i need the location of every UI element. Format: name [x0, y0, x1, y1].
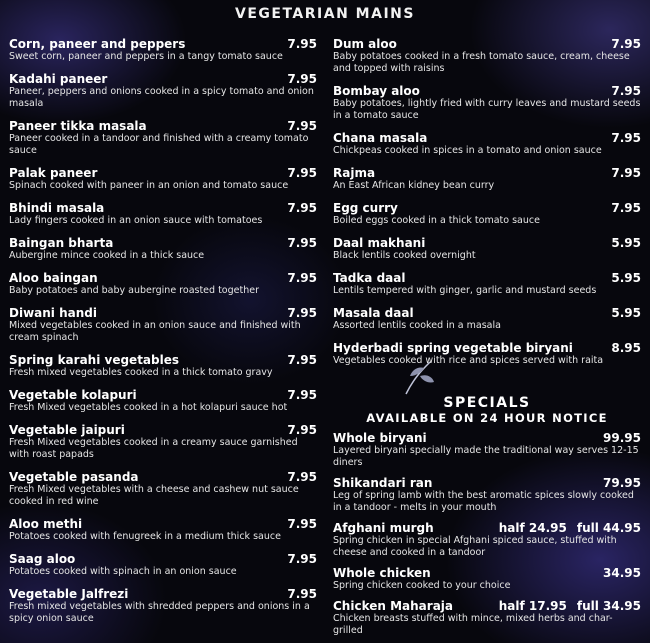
dish-name: Diwani handi: [9, 306, 97, 320]
dish-name: Masala daal: [333, 306, 414, 320]
dish-price: 7.95: [287, 388, 317, 402]
dish-name: Paneer tikka masala: [9, 119, 147, 133]
menu-item: [9, 119, 317, 157]
dish-price: 34.95: [603, 566, 641, 580]
dish-prices: [499, 599, 641, 613]
right-menu-column: [333, 37, 641, 637]
menu-item: [9, 587, 317, 625]
dish-description: Baby potatoes and baby aubergine roasted together: [9, 285, 259, 296]
dish-description: Baby potatoes cooked in a fresh tomato sauce, cream, cheese and topped with raisins: [333, 51, 630, 74]
dish-name: Vegetable pasanda: [9, 470, 139, 484]
specials-heading: [333, 395, 641, 425]
menu-item-header: [333, 201, 641, 215]
menu-item-header: [9, 72, 317, 86]
menu-item: [333, 166, 641, 192]
dish-price: 7.95: [287, 353, 317, 367]
specials-title: SPECIALS: [443, 395, 531, 411]
menu-item: [9, 306, 317, 344]
dish-name: Kadahi paneer: [9, 72, 108, 86]
menu-item: [9, 271, 317, 297]
dish-description: Spinach cooked with paneer in an onion and tomato sauce: [9, 180, 289, 191]
dish-description: Lentils tempered with ginger, garlic and mustard seeds: [333, 285, 597, 296]
dish-price: 7.95: [611, 166, 641, 180]
dish-price: 7.95: [287, 587, 317, 601]
menu-item-header: [9, 517, 317, 531]
dish-price: 7.95: [287, 470, 317, 484]
dish-description: Chickpeas cooked in spices in a tomato and onion sauce: [333, 145, 602, 156]
section-title-vegetarian-mains: VEGETARIAN MAINS: [235, 6, 415, 22]
menu-item: [333, 306, 641, 332]
dish-price: 7.95: [287, 236, 317, 250]
dish-description: Sweet corn, paneer and peppers in a tangy tomato sauce: [9, 51, 283, 62]
menu-item: [333, 131, 641, 157]
menu-item: [333, 236, 641, 262]
dish-price-full: full 34.95: [576, 599, 641, 613]
dish-description: Spring chicken in special Afghani spiced sauce, stuffed with cheese and cooked in a tandoor: [333, 535, 617, 558]
menu-item: [9, 517, 317, 543]
menu-item-header: [333, 166, 641, 180]
menu-item: [333, 271, 641, 297]
dish-description: Leg of spring lamb with the best aromatic spices slowly cooked in a tandoor - melts in your mouth: [333, 490, 634, 513]
dish-price: 7.95: [611, 201, 641, 215]
dish-name: Aloo baingan: [9, 271, 98, 285]
menu-item: [9, 423, 317, 461]
dish-name: Afghani murgh: [333, 521, 434, 535]
menu-item-header: [9, 353, 317, 367]
special-item: [333, 431, 641, 469]
dish-description: Boiled eggs cooked in a thick tomato sauce: [333, 215, 540, 226]
dish-description: Fresh Mixed vegetables with a cheese and cashew nut sauce cooked in red wine: [9, 484, 299, 507]
dish-description: Aubergine mince cooked in a thick sauce: [9, 250, 205, 261]
menu-item: [9, 552, 317, 578]
dish-description: Vegetables cooked with rice and spices served with raita: [333, 355, 604, 366]
dish-prices: [499, 521, 641, 535]
dish-price: 7.95: [287, 306, 317, 320]
dish-name: Hyderbadi spring vegetable biryani: [333, 341, 573, 355]
menu-item-header: [333, 37, 641, 51]
dish-description: Mixed vegetables cooked in an onion sauce and finished with cream spinach: [9, 320, 301, 343]
special-item: [333, 476, 641, 514]
dish-price: 99.95: [603, 431, 641, 445]
menu-item-header: [333, 599, 641, 613]
menu-item-header: [9, 306, 317, 320]
dish-price: 5.95: [611, 236, 641, 250]
dish-name: Shikandari ran: [333, 476, 433, 490]
dish-description: Chicken breasts stuffed with mince, mixed herbs and char-grilled: [333, 613, 613, 636]
menu-item: [9, 236, 317, 262]
dish-price: 8.95: [611, 341, 641, 355]
dish-description: An East African kidney bean curry: [333, 180, 495, 191]
special-item: [333, 566, 641, 592]
dish-description: Fresh mixed vegetables cooked in a thick tomato gravy: [9, 367, 273, 378]
dish-price: 7.95: [287, 72, 317, 86]
dish-name: Bhindi masala: [9, 201, 105, 215]
dish-name: Palak paneer: [9, 166, 98, 180]
dish-price-half: half 17.95: [498, 599, 567, 613]
left-menu-column: [9, 37, 317, 625]
dish-price: 7.95: [287, 119, 317, 133]
menu-item-header: [9, 423, 317, 437]
menu-item-header: [333, 431, 641, 445]
menu-item-header: [9, 166, 317, 180]
menu-item: [333, 84, 641, 122]
menu-item-header: [9, 236, 317, 250]
dish-description: Spring chicken cooked to your choice: [333, 580, 511, 591]
menu-item-header: [333, 476, 641, 490]
menu-item-header: [333, 521, 641, 535]
dish-name: Baingan bharta: [9, 236, 114, 250]
dish-name: Bombay aloo: [333, 84, 420, 98]
menu-item: [9, 470, 317, 508]
specials-subtitle: AVAILABLE ON 24 HOUR NOTICE: [366, 411, 608, 425]
menu-item-header: [333, 236, 641, 250]
dish-price: 7.95: [287, 423, 317, 437]
dish-name: Aloo methi: [9, 517, 83, 531]
dish-name: Chicken Maharaja: [333, 599, 453, 613]
dish-description: Lady fingers cooked in an onion sauce with tomatoes: [9, 215, 263, 226]
dish-name: Rajma: [333, 166, 376, 180]
menu-item: [333, 37, 641, 75]
dish-name: Whole chicken: [333, 566, 431, 580]
menu-item-header: [333, 84, 641, 98]
dish-name: Vegetable jaipuri: [9, 423, 125, 437]
dish-price: 7.95: [611, 131, 641, 145]
dish-price: 7.95: [287, 517, 317, 531]
dish-price: 7.95: [287, 201, 317, 215]
dish-description: Fresh Mixed vegetables cooked in a hot kolapuri sauce hot: [9, 402, 288, 413]
dish-description: Paneer cooked in a tandoor and finished with a creamy tomato sauce: [9, 133, 309, 156]
leaf-ornament-icon: [400, 360, 440, 396]
dish-name: Dum aloo: [333, 37, 397, 51]
menu-item-header: [333, 131, 641, 145]
menu-item-header: [333, 341, 641, 355]
menu-item-header: [9, 271, 317, 285]
dish-name: Whole biryani: [333, 431, 427, 445]
menu-item-header: [333, 566, 641, 580]
dish-name: Vegetable kolapuri: [9, 388, 137, 402]
menu-item-header: [9, 552, 317, 566]
menu-item-header: [333, 306, 641, 320]
dish-name: Corn, paneer and peppers: [9, 37, 186, 51]
menu-item: [9, 201, 317, 227]
dish-price: 7.95: [611, 37, 641, 51]
menu-item-header: [333, 271, 641, 285]
dish-price: 7.95: [287, 37, 317, 51]
menu-item: [9, 72, 317, 110]
menu-item-header: [9, 587, 317, 601]
dish-price: 5.95: [611, 306, 641, 320]
dish-description: Baby potatoes, lightly fried with curry leaves and mustard seeds in a tomato sauce: [333, 98, 641, 121]
menu-item: [9, 166, 317, 192]
dish-description: Assorted lentils cooked in a masala: [333, 320, 501, 331]
dish-name: Spring karahi vegetables: [9, 353, 180, 367]
dish-name: Daal makhani: [333, 236, 426, 250]
dish-description: Fresh mixed vegetables with shredded peppers and onions in a spicy onion sauce: [9, 601, 310, 624]
dish-price: 7.95: [287, 271, 317, 285]
dish-price: 7.95: [611, 84, 641, 98]
dish-price: 79.95: [603, 476, 641, 490]
dish-price: 7.95: [287, 552, 317, 566]
special-item: [333, 599, 641, 637]
dish-name: Chana masala: [333, 131, 428, 145]
dish-description: Layered biryani specially made the traditional way serves 12-15 diners: [333, 445, 639, 468]
dish-price: 5.95: [611, 271, 641, 285]
menu-item: [333, 341, 641, 367]
menu-item: [9, 353, 317, 379]
dish-price-half: half 24.95: [498, 521, 567, 535]
dish-price-full: full 44.95: [576, 521, 641, 535]
dish-name: Egg curry: [333, 201, 398, 215]
dish-description: Potatoes cooked with fenugreek in a medium thick sauce: [9, 531, 281, 542]
menu-item-header: [9, 201, 317, 215]
menu-item: [333, 201, 641, 227]
menu-item-header: [9, 37, 317, 51]
dish-name: Saag aloo: [9, 552, 76, 566]
dish-description: Black lentils cooked overnight: [333, 250, 476, 261]
menu-item-header: [9, 470, 317, 484]
menu-item: [9, 388, 317, 414]
menu-item-header: [9, 388, 317, 402]
dish-price: 7.95: [287, 166, 317, 180]
dish-name: Tadka daal: [333, 271, 406, 285]
dish-description: Fresh Mixed vegetables cooked in a creamy sauce garnished with roast papads: [9, 437, 298, 460]
dish-description: Potatoes cooked with spinach in an onion sauce: [9, 566, 237, 577]
menu-item: [9, 37, 317, 63]
dish-description: Paneer, peppers and onions cooked in a spicy tomato and onion masala: [9, 86, 314, 109]
dish-name: Vegetable Jalfrezi: [9, 587, 129, 601]
special-item: [333, 521, 641, 559]
menu-item-header: [9, 119, 317, 133]
